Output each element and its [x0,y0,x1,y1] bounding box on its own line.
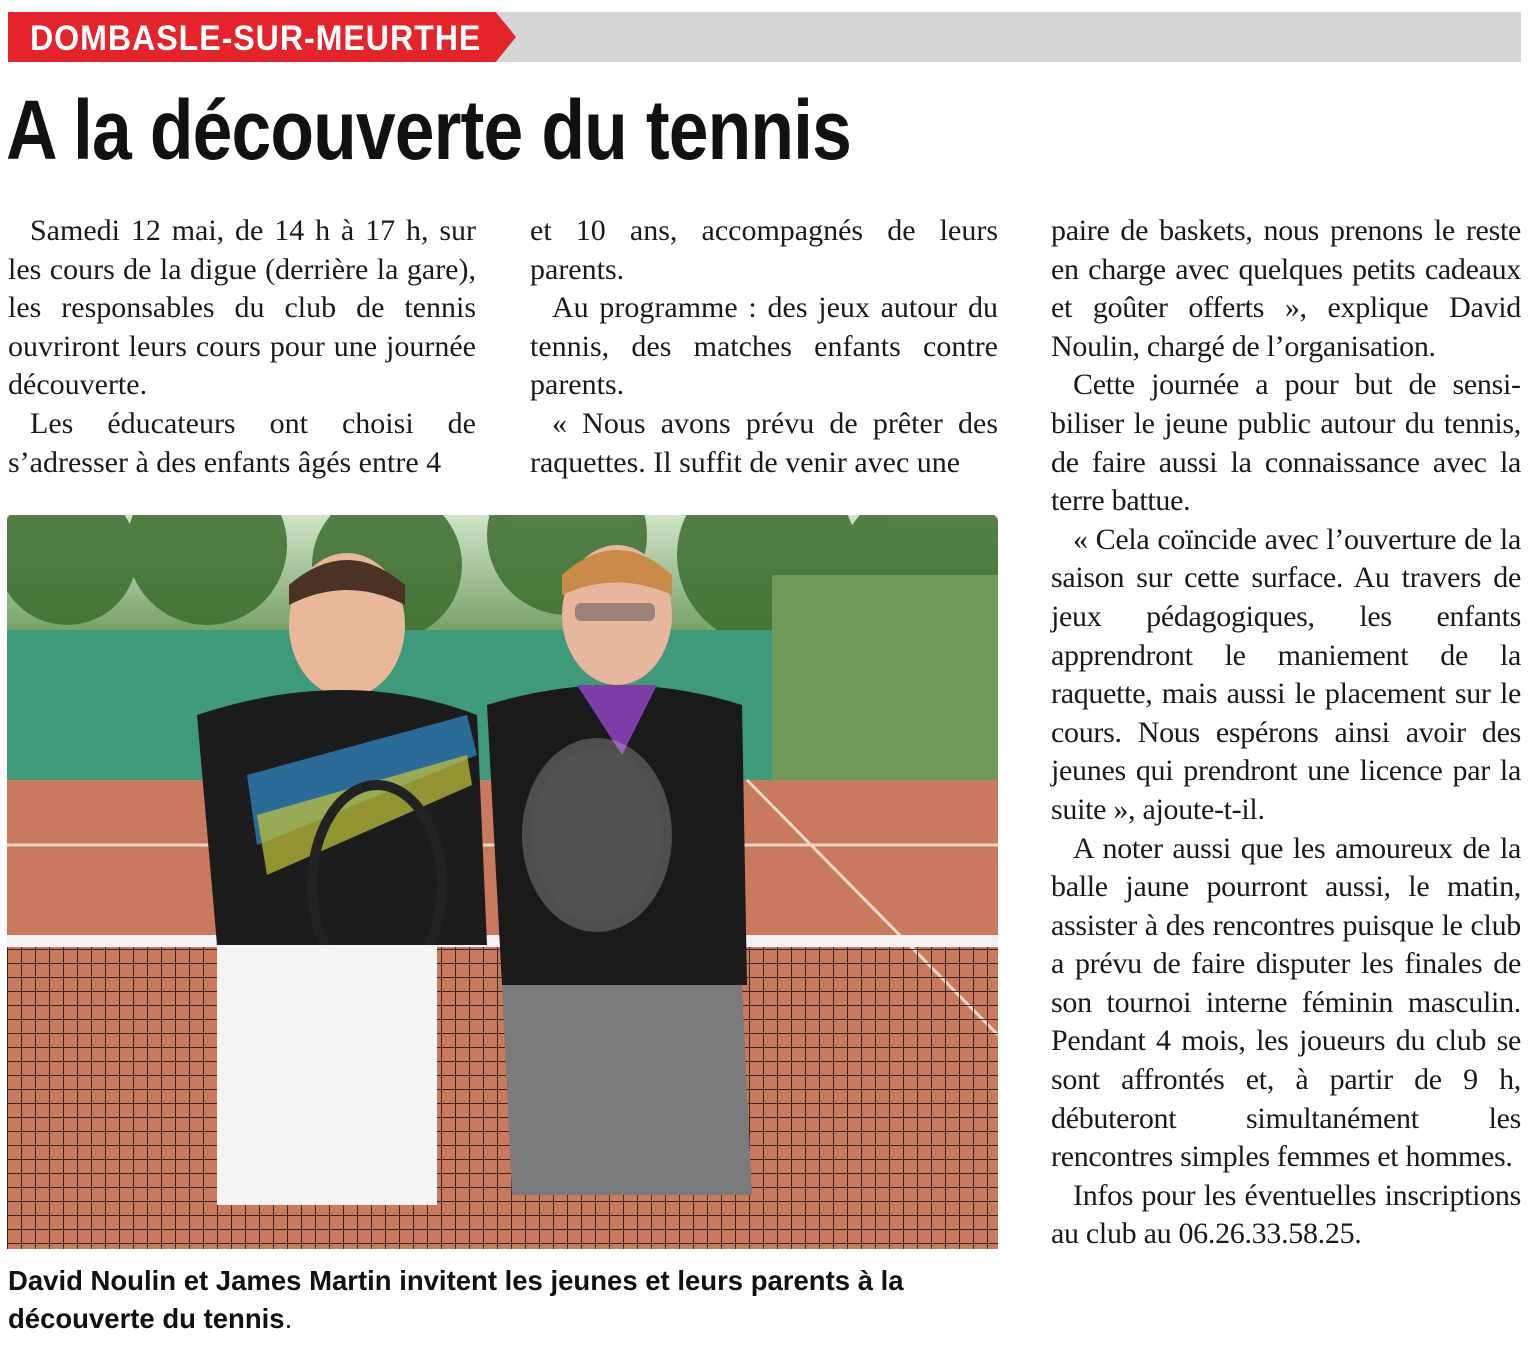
headline: A la découverte du tennis [6,83,852,177]
paragraph: Au programme : des jeux autour du tennis, des matches enfants contre parents. [530,291,998,402]
paragraph: Les éducateurs ont choisi de s’adresser à des enfants âgés entre 4 [8,406,476,479]
paragraph: « Cela coïncide avec l’ouverture de la saison sur cette surface. Au travers de jeux pédagogiques, les enfants apprendront le maniement de la raquette, mais aussi le placement sur le cours. Nous espérons ainsi avoir des jeunes qui prendront une licence par la suite », ajoute-t-il. [1051,522,1521,826]
paragraph: et 10 ans, accompagnés de leurs parents. [530,214,998,286]
paragraph: paire de baskets, nous prenons le reste en charge avec quelques petits cadeaux et goûter offerts », explique David Noulin, chargé de l’organisation. [1051,214,1521,363]
paragraph: Infos pour les éventuelles inscriptions au club au 06.26.33.58.25. [1051,1178,1521,1251]
paragraph: Samedi 12 mai, de 14 h à 17 h, sur les cours de la digue (derrière la gare), les responsables du club de tennis ouvriront leurs cours pour une journée découverte. [8,214,476,402]
article-column-1 [8,212,476,482]
article-column-3 [1051,212,1521,1254]
article-photo [7,515,998,1249]
caption-end: . [284,1303,293,1334]
paragraph: « Nous avons prévu de prêter des raquettes. Il suffit de venir avec une [530,406,998,479]
section-tag: DOMBASLE-SUR-MEURTHE [30,19,482,58]
paragraph: Cette journée a pour but de sensibiliser le jeune public autour du tennis, de faire aussi la connaissance avec la terre battue. [1051,368,1521,518]
photo-caption [8,1262,998,1338]
paragraph: A noter aussi que les amoureux de la balle jaune pourront aussi, le matin, assister à des rencontres puisque le club a prévu de faire disputer les finales de son tournoi interne féminin masculin. Pendant 4 mois, les joueurs du club se sont affrontés et, à partir de 9 h, débuteront simultanément les rencontres simples femmes et hommes. [1051,831,1521,1174]
caption-text: David Noulin et James Martin invitent les jeunes et leurs parents à la découverte du tennis [8,1265,904,1334]
article-column-2 [530,212,998,482]
